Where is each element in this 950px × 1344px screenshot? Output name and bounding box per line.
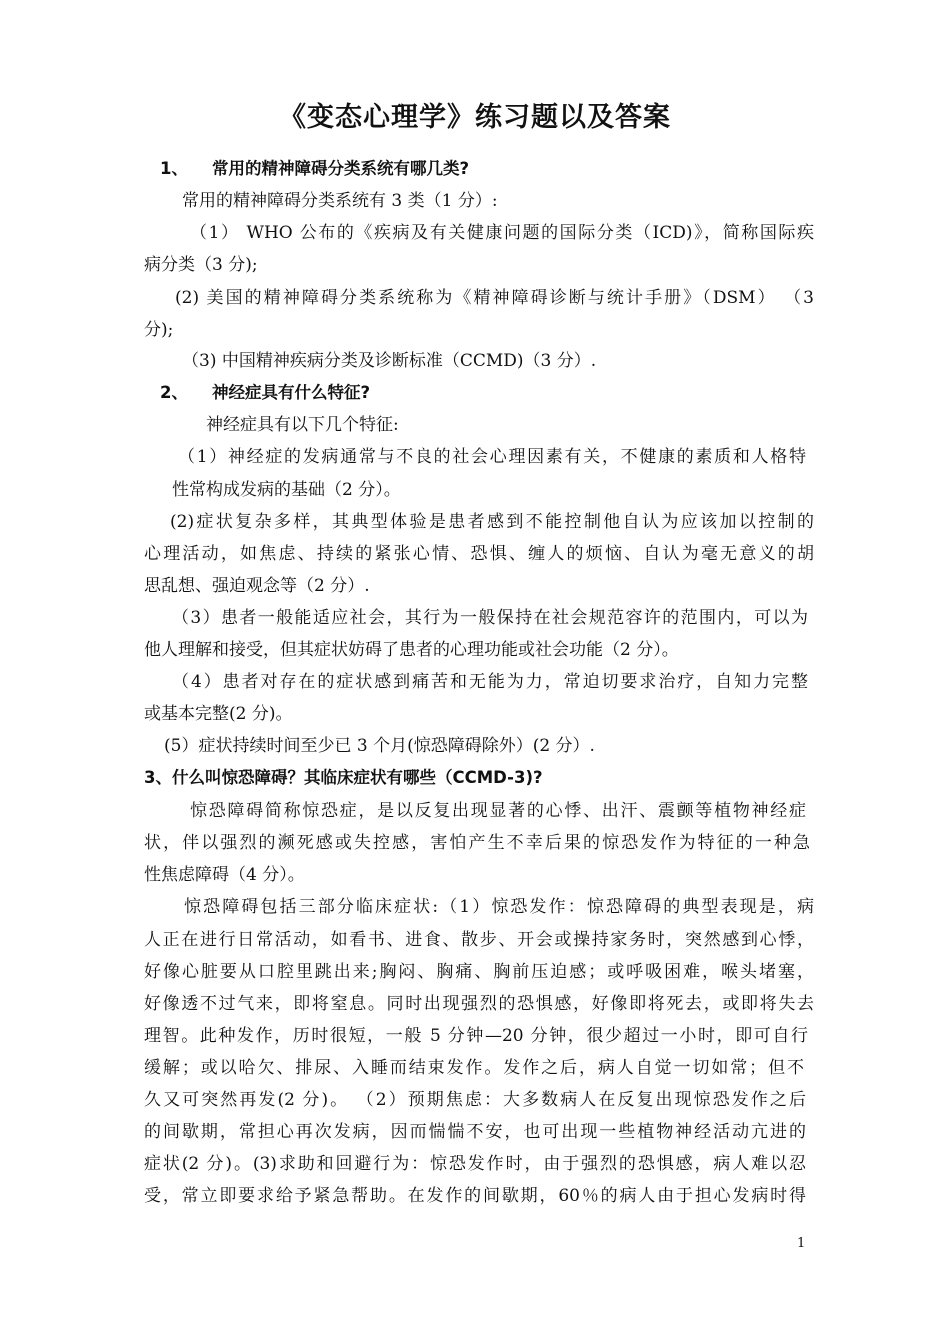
paragraph-line: 人正在进行日常活动，如看书、进食、散步、开会或操持家务时，突然感到心悸， [144,930,814,950]
question-text: 神经症具有什么特征? [212,383,371,402]
paragraph-line: 状，伴以强烈的濒死感或失控感，害怕产生不幸后果的惊恐发作为特征的一种急 [144,833,810,853]
answer-item: (2) 美国的精神障碍分类系统称为《精神障碍诊断与统计手册》（DSM） （3 [175,288,814,308]
question-1 [160,157,830,181]
answer-item-continued: 或基本完整(2 分)。 [144,704,293,724]
answer-item: （1）神经症的发病通常与不良的社会心理因素有关，不健康的素质和人格特 [178,447,806,467]
question-number: 2、 [160,383,188,402]
answer-item-continued: 病分类（3 分); [144,255,258,275]
paragraph-line: 症状(2 分)。(3)求助和回避行为：惊恐发作时，由于强烈的恐惧感，病人难以忍 [144,1154,806,1174]
answer-item: (2)症状复杂多样，其典型体验是患者感到不能控制他自认为应该加以控制的 [170,512,814,532]
answer-item: (5）症状持续时间至少已 3 个月(惊恐障碍除外）(2 分）. [164,736,595,756]
answer-item-continued: 心理活动，如焦虑、持续的紧张心情、恐惧、缠人的烦恼、自认为毫无意义的胡 [144,544,814,564]
answer-item: （3）患者一般能适应社会，其行为一般保持在社会规范容许的范围内，可以为 [172,608,808,628]
question-3: 3、什么叫惊恐障碍？其临床症状有哪些（CCMD-3)? [144,768,543,787]
paragraph-line: 性焦虑障碍（4 分）。 [144,865,305,885]
answer-item-continued: 分); [144,320,174,340]
question-2 [160,381,830,405]
paragraph-line: 缓解；或以哈欠、排尿、入睡而结束发作。发作之后，病人自觉一切如常；但不 [144,1058,804,1078]
answer-intro: 常用的精神障碍分类系统有 3 类（1 分）: [182,191,498,211]
paragraph-line: 理智。此种发作，历时很短，一般 5 分钟—20 分钟，很少超过一小时，即可自行 [144,1026,808,1046]
paragraph-line: 好像心脏要从口腔里跳出来;胸闷、胸痛、胸前压迫感；或呼吸困难，喉头堵塞， [144,962,814,982]
answer-item: （3) 中国精神疾病分类及诊断标准（CCMD)（3 分）. [182,351,597,371]
paragraph-line: 惊恐障碍包括三部分临床症状:（1）惊恐发作：惊恐障碍的典型表现是，病 [184,897,814,917]
answer-item: （4）患者对存在的症状感到痛苦和无能为力，常迫切要求治疗，自知力完整 [172,672,808,692]
paragraph-line: 好像透不过气来，即将窒息。同时出现强烈的恐惧感，好像即将死去，或即将失去 [144,994,814,1014]
paragraph-line: 惊恐障碍简称惊恐症，是以反复出现显著的心悸、出汗、震颤等植物神经症 [190,801,806,821]
page-number: 1 [797,1236,806,1251]
answer-item: （1） WHO 公布的《疾病及有关健康问题的国际分类（ICD)》，简称国际疾 [190,223,814,243]
answer-intro: 神经症具有以下几个特征: [206,415,399,435]
question-text: 常用的精神障碍分类系统有哪几类? [212,159,470,178]
paragraph-line: 受，常立即要求给予紧急帮助。在发作的间歇期，60％的病人由于担心发病时得 [144,1186,806,1206]
question-number: 1、 [160,159,188,178]
paragraph-line: 的间歇期，常担心再次发病，因而惴惴不安，也可出现一些植物神经活动亢进的 [144,1122,806,1142]
answer-item-continued: 思乱想、强迫观念等（2 分）. [144,576,370,596]
paragraph-line: 久又可突然再发(2 分)。 （2）预期焦虑：大多数病人在反复出现惊恐发作之后 [144,1090,806,1110]
answer-item-continued: 他人理解和接受，但其症状妨碍了患者的心理功能或社会功能（2 分）。 [144,640,679,660]
answer-item-continued: 性常构成发病的基础（2 分）。 [172,480,401,500]
document-title: 《变态心理学》练习题以及答案 [279,102,671,133]
